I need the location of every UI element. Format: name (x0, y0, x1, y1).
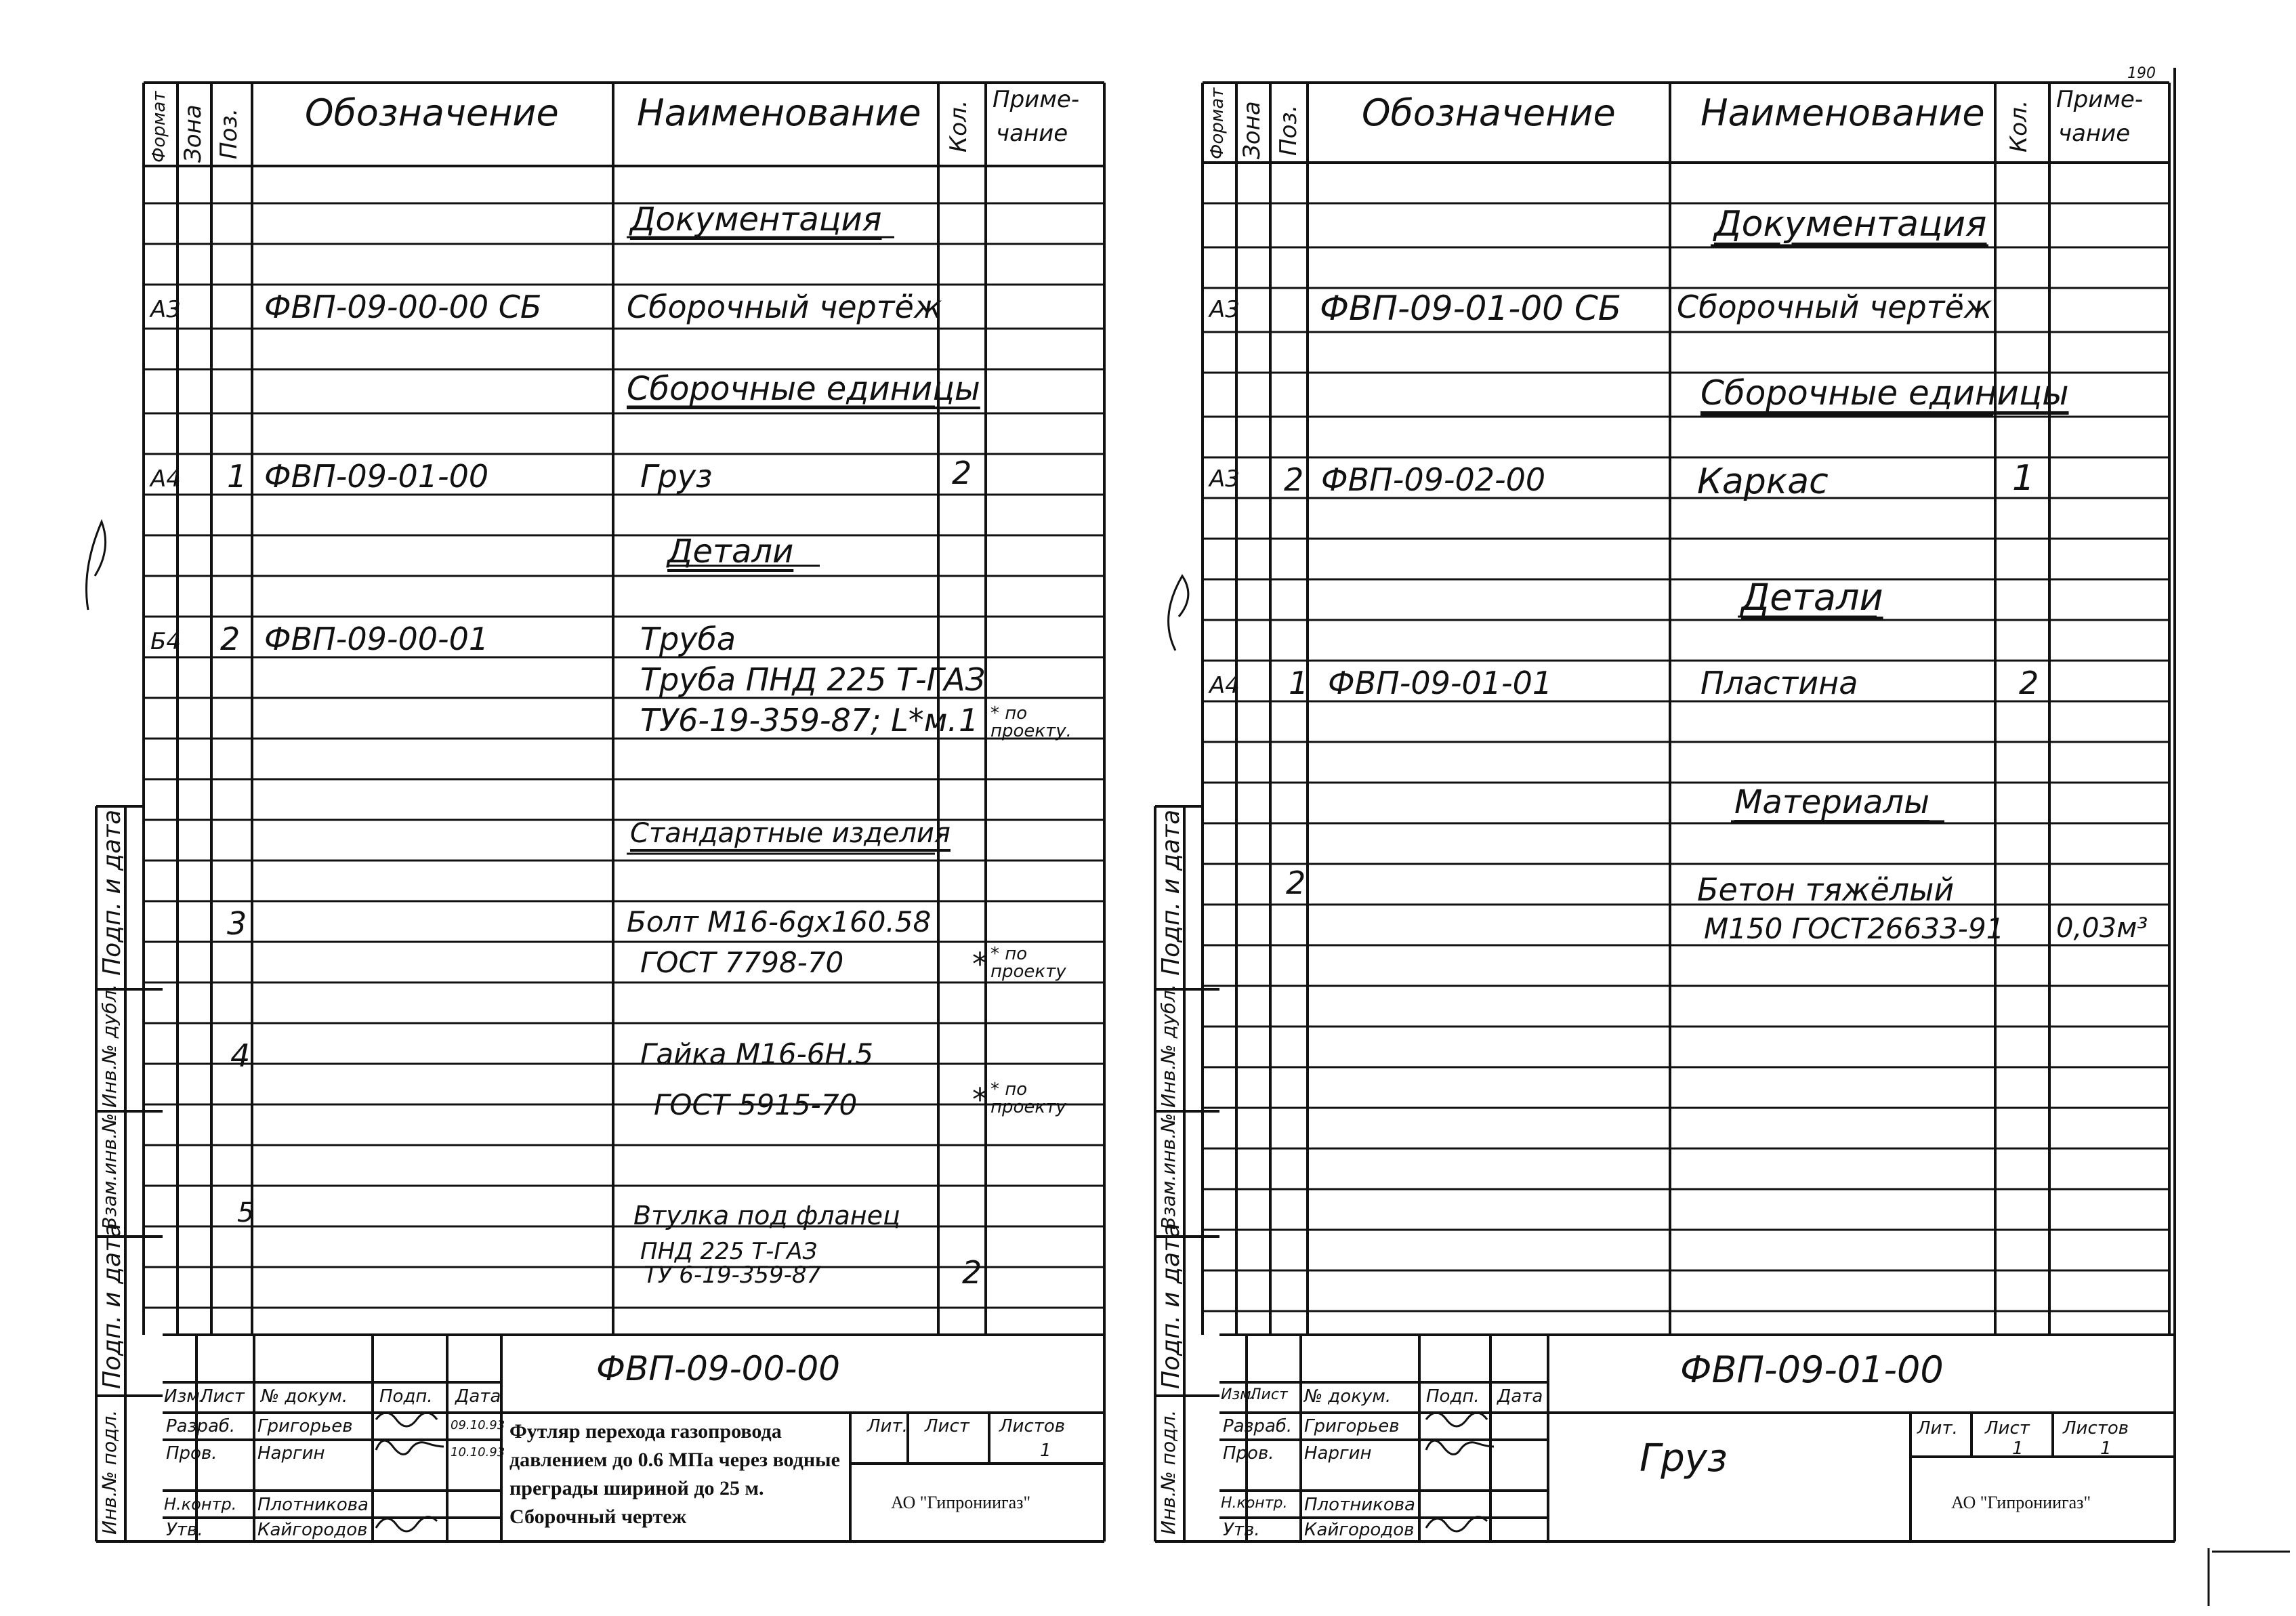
tb-col-izm: Изм. (164, 1386, 206, 1407)
right-row3-designation: ФВП-09-01-01 (1328, 665, 1553, 701)
right-section-documentation: Документация (1714, 204, 1987, 245)
header-note-1: Приме- (993, 86, 1080, 113)
right-row2-designation: ФВП-09-02-00 (1321, 461, 1546, 498)
tb-col-date: Дата (455, 1386, 501, 1407)
row1-name: Сборочный чертёж (627, 289, 942, 325)
row6-pos: 5 (237, 1197, 255, 1228)
side-inv-podl: Инв.№ подл. (98, 1409, 121, 1535)
right-header-zone: Зона (1238, 101, 1266, 159)
row4-pos: 3 (227, 905, 247, 942)
right-row4-note: 0,03м³ (2056, 913, 2148, 944)
row4-name-2: ГОСТ 7798-70 (640, 946, 844, 979)
tb-org: АО "Гипрониигаз" (891, 1493, 1031, 1512)
row2-format: А4 (150, 465, 181, 493)
tb-col-sign: Подп. (379, 1386, 433, 1407)
right-tb-role-1: Разраб. (1223, 1416, 1293, 1436)
row3-name-2: Труба ПНД 225 Т-ГАЗ (640, 661, 986, 698)
header-note-2: чание (996, 120, 1068, 147)
side-inv-dubl: Инв.№ дубл. (98, 984, 121, 1108)
right-side-inv-dubl: Инв.№ дубл. (1157, 984, 1180, 1108)
right-row3-qty: 2 (2019, 665, 2039, 701)
tb-name-4: Кайгородов (257, 1520, 368, 1540)
right-row3-pos: 1 (1289, 665, 1309, 701)
row4-name-1: Болт М16-6gх160.58 (627, 905, 932, 938)
tb-description: Футляр перехода газопровода давлением до 0.6 МПа через водные преграды шириной до 25 м. Сборочный чертеж (509, 1420, 840, 1528)
section-details: Детали (667, 533, 794, 571)
right-tb-sheet-value: 1 (2012, 1438, 2024, 1459)
right-header-note-2: чание (2058, 120, 2131, 147)
row1-designation: ФВП-09-00-00 СБ (264, 289, 542, 325)
row2-qty: 2 (952, 455, 972, 491)
right-tb-name-1: Григорьев (1304, 1416, 1400, 1436)
right-row2-format: А3 (1209, 465, 1240, 493)
right-tb-role-4: Утв. (1223, 1520, 1260, 1540)
row6-qty: 2 (962, 1254, 982, 1291)
right-row3-name: Пластина (1700, 665, 1858, 701)
right-header-format: Формат (1207, 87, 1228, 159)
tb-col-doc: № докум. (261, 1386, 348, 1407)
row3-pos: 2 (220, 621, 241, 657)
right-row2-name: Каркас (1697, 461, 1829, 502)
right-row1-name: Сборочный чертёж (1677, 289, 1992, 325)
row3-note: * по проекту. (990, 703, 1072, 741)
tb-role-1: Разраб. (166, 1416, 236, 1436)
tb-name-3: Плотникова (257, 1495, 369, 1515)
tb-sheets: Листов (999, 1416, 1066, 1436)
right-tb-sheets-value: 1 (2100, 1438, 2112, 1459)
row1-format: А3 (150, 296, 181, 323)
right-section-details: Детали (1741, 576, 1883, 619)
right-header-pos: Поз. (1275, 104, 1302, 156)
row3-name-1: Труба (640, 621, 736, 657)
right-tb-role-3: Н.контр. (1221, 1495, 1288, 1512)
right-header-name: Наименование (1700, 91, 1985, 134)
row6-name-3: ТУ 6-19-359-87 (644, 1262, 822, 1289)
right-tb-name-2: Наргин (1304, 1443, 1372, 1464)
right-header-note-1: Приме- (2056, 86, 2144, 113)
left-sheet-grid (0, 0, 1138, 1616)
right-tb-lit: Лит. (1917, 1418, 1958, 1438)
right-tb-col-date: Дата (1497, 1386, 1543, 1407)
title-block-code: ФВП-09-00-00 (596, 1349, 840, 1388)
tb-date-1: 09.10.93 (451, 1418, 505, 1432)
right-tb-col-sign: Подп. (1426, 1386, 1480, 1407)
row5-pos: 4 (230, 1037, 251, 1074)
right-tb-name-4: Кайгородов (1304, 1520, 1415, 1540)
row6-name-1: Втулка под фланец (633, 1201, 900, 1230)
right-side-vzam-inv: Взам.инв.№ (1157, 1113, 1180, 1230)
row3-designation: ФВП-09-00-01 (264, 621, 489, 657)
right-header-qty: Кол. (2005, 100, 2032, 152)
tb-role-4: Утв. (166, 1520, 203, 1540)
header-designation: Обозначение (305, 91, 559, 134)
right-row1-format: А3 (1209, 296, 1240, 323)
row2-name: Груз (640, 458, 713, 495)
tb-name-2: Наргин (257, 1443, 325, 1464)
tb-col-list: Лист (200, 1386, 245, 1407)
row2-designation: ФВП-09-01-00 (264, 458, 489, 495)
right-title-block-code: ФВП-09-01-00 (1680, 1348, 1944, 1391)
header-name: Наименование (637, 91, 921, 134)
right-tb-sheet: Лист (1985, 1418, 2030, 1438)
section-assembly-units: Сборочные единицы (627, 370, 980, 408)
row5-name-2: ГОСТ 5915-70 (654, 1088, 858, 1121)
right-row2-pos: 2 (1284, 461, 1304, 498)
right-tb-sheets: Листов (2063, 1418, 2129, 1438)
right-tb-role-2: Пров. (1223, 1443, 1274, 1464)
section-documentation: Документация (630, 201, 882, 239)
right-row3-format: А4 (1209, 672, 1240, 699)
right-side-sign-date-1: Подп. и дата (1157, 809, 1185, 976)
row6-name-2: ПНД 225 Т-ГАЗ (640, 1238, 818, 1265)
tb-role-2: Пров. (166, 1443, 217, 1464)
right-row2-qty: 1 (2012, 458, 2035, 499)
tb-date-2: 10.10.93 (451, 1445, 505, 1459)
section-standard-items: Стандартные изделия (630, 818, 951, 849)
row5-qty: * (972, 1081, 988, 1118)
right-tb-description: Груз (1640, 1436, 1728, 1480)
tb-lit: Лит. (867, 1416, 908, 1436)
right-tb-col-list: Лист (1250, 1386, 1288, 1403)
right-row4-name-1: Бетон тяжёлый (1697, 871, 1955, 908)
right-row1-designation: ФВП-09-01-00 СБ (1320, 289, 1622, 328)
right-tb-col-izm: Изм. (1221, 1386, 1256, 1403)
right-spec-sheet (1138, 0, 2296, 1616)
header-qty: Кол. (945, 100, 972, 152)
right-section-assembly-units: Сборочные единицы (1700, 373, 2069, 413)
tb-name-1: Григорьев (257, 1416, 353, 1436)
right-corner-mark: 190 (2127, 65, 2156, 82)
row2-pos: 1 (227, 458, 247, 495)
side-sign-date-1: Подп. и дата (98, 809, 126, 976)
tb-sheets-value: 1 (1040, 1441, 1051, 1461)
right-row4-name-2: М150 ГОСТ26633-91 (1704, 912, 2005, 945)
row3-format: Б4 (150, 628, 181, 655)
side-vzam-inv: Взам.инв.№ (98, 1113, 121, 1230)
row3-qty: 1 (959, 702, 979, 739)
right-header-designation: Обозначение (1362, 91, 1616, 134)
row4-note: * по проекту (990, 944, 1066, 982)
side-sign-date-2: Подп. и дата (98, 1222, 126, 1389)
signature-scribbles (87, 522, 444, 1531)
right-section-materials: Материалы (1734, 783, 1929, 821)
row5-note: * по проекту (990, 1079, 1066, 1117)
right-tb-col-doc: № докум. (1304, 1386, 1392, 1407)
tb-role-3: Н.контр. (164, 1495, 237, 1514)
right-side-inv-podl: Инв.№ подл. (1157, 1409, 1180, 1535)
right-tb-name-3: Плотникова (1304, 1495, 1415, 1515)
header-format: Формат (149, 91, 169, 163)
right-row4-pos: 2 (1286, 865, 1306, 901)
row4-qty: * (972, 946, 988, 982)
left-spec-sheet (0, 0, 1138, 1616)
row3-name-3: ТУ6-19-359-87; L*м. (640, 702, 958, 739)
header-zone: Зона (180, 104, 207, 163)
row5-name-1: Гайка М16-6Н.5 (640, 1037, 874, 1071)
header-pos: Поз. (215, 108, 243, 159)
right-side-sign-date-2: Подп. и дата (1157, 1222, 1185, 1389)
right-tb-org: АО "Гипрониигаз" (1951, 1493, 2091, 1512)
tb-sheet: Лист (925, 1416, 969, 1436)
